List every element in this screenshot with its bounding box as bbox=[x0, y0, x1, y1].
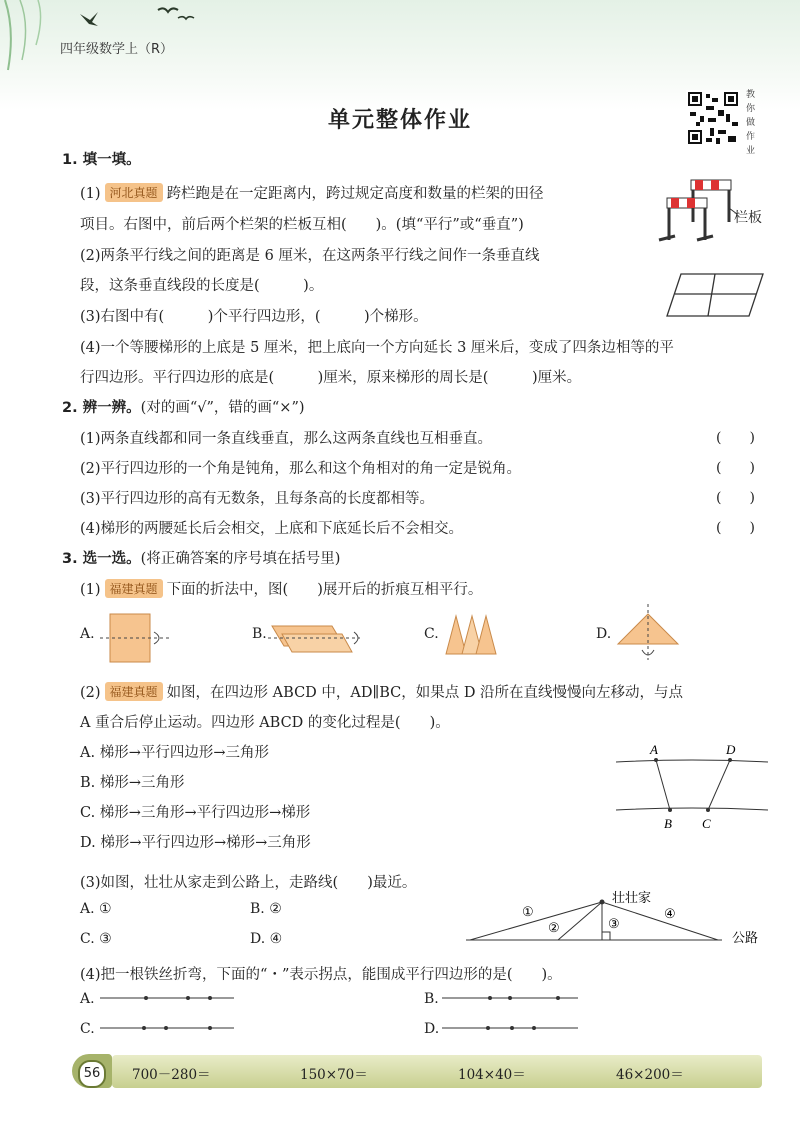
exercise-4: 46×200＝ bbox=[616, 1067, 684, 1083]
wire-c bbox=[100, 1023, 240, 1033]
s1-q2-line2: 段，这条垂直线段的长度是( )。 bbox=[80, 278, 324, 294]
point-b: B bbox=[664, 816, 672, 831]
s2-item-4: (4)梯形的两腰延长后会相交，上底和下底延长后不会相交。 bbox=[80, 521, 464, 537]
s3-q3-option-d: D. ④ bbox=[250, 931, 283, 947]
s2-answer-2[interactable]: ( ) bbox=[716, 460, 755, 476]
tag-fujian-2: 福建真题 bbox=[105, 682, 163, 701]
s3-q4-option-d-label: D. bbox=[424, 1021, 440, 1037]
road-label: 公路 bbox=[732, 931, 759, 946]
s3-q2-line2: A 重合后停止运动。四边形 ABCD 的变化过程是( )。 bbox=[80, 715, 450, 731]
exercise-2: 150×70＝ bbox=[300, 1067, 368, 1083]
point-c: C bbox=[702, 816, 711, 831]
wire-d bbox=[442, 1023, 582, 1033]
s2-item-1: (1)两条直线都和同一条直线垂直，那么这两条直线也互相垂直。 bbox=[80, 431, 493, 447]
s1-q4-line1: (4)一个等腰梯形的上底是 5 厘米，把上底向一个方向延长 3 厘米后，变成了四条边相等的平 bbox=[80, 340, 674, 356]
exercise-3: 104×40＝ bbox=[458, 1067, 526, 1083]
point-d: D bbox=[726, 742, 736, 757]
s3-q3-option-b: B. ② bbox=[250, 901, 282, 917]
s2-item-3: (3)平行四边形的高有无数条，且每条高的长度都相等。 bbox=[80, 491, 435, 507]
hurdle-label: 栏板 bbox=[734, 210, 762, 226]
route-4-label: ④ bbox=[664, 907, 676, 922]
tag-fujian-1: 福建真题 bbox=[105, 579, 163, 598]
qr-code-icon[interactable] bbox=[686, 90, 740, 146]
fold-option-a-label: A. bbox=[80, 626, 95, 642]
s3-q2-option-c: C. 梯形→三角形→平行四边形→梯形 bbox=[80, 805, 311, 821]
fold-option-b-label: B. bbox=[252, 626, 267, 642]
page-number: 56 bbox=[78, 1060, 106, 1088]
s3-q3-option-a: A. ① bbox=[80, 901, 112, 917]
s3-q2-option-b: B. 梯形→三角形 bbox=[80, 775, 185, 791]
s3-q3: (3)如图，壮壮从家走到公路上，走路线( )最近。 bbox=[80, 875, 417, 891]
route-1-label: ① bbox=[522, 905, 534, 920]
s3-q2-option-a: A. 梯形→平行四边形→三角形 bbox=[80, 745, 269, 761]
s3-q4-option-c-label: C. bbox=[80, 1021, 95, 1037]
section1-heading: 1. 填一填。 bbox=[62, 152, 141, 168]
exercise-1: 700－280＝ bbox=[132, 1067, 211, 1083]
s3-q2-line1: (2) 福建真题 如图，在四边形 ABCD 中，AD∥BC，如果点 D 沿所在直线慢慢向左移动，与点 bbox=[80, 681, 683, 702]
s1-q4-line2: 行四边形。平行四边形的底是( )厘米，原来梯形的周长是( )厘米。 bbox=[80, 370, 582, 386]
s3-q4-option-a-label: A. bbox=[80, 991, 95, 1007]
parallelogram-figure bbox=[665, 272, 765, 320]
fold-figure-b bbox=[268, 612, 368, 658]
book-label: 四年级数学上（R） bbox=[60, 42, 174, 57]
route-2-label: ② bbox=[548, 921, 560, 936]
s1-q1-line2: 项目。右图中，前后两个栏架的栏板互相( )。(填“平行”或“垂直”) bbox=[80, 217, 524, 233]
route-3-label: ③ bbox=[608, 917, 620, 932]
s1-q3: (3)右图中有( )个平行四边形，( )个梯形。 bbox=[80, 309, 428, 325]
point-a: A bbox=[650, 742, 658, 757]
home-label: 壮壮家 bbox=[612, 891, 652, 906]
fold-option-d-label: D. bbox=[596, 626, 612, 642]
s1-q1-line1: (1) 河北真题 跨栏跑是在一定距离内，跨过规定高度和数量的栏架的田径 bbox=[80, 182, 544, 203]
s2-answer-3[interactable]: ( ) bbox=[716, 490, 755, 506]
s3-q2-option-d: D. 梯形→平行四边形→梯形→三角形 bbox=[80, 835, 311, 851]
route-figure bbox=[462, 884, 772, 948]
s1-q2-line1: (2)两条平行线之间的距离是 6 厘米，在这两条平行线之间作一条垂直线 bbox=[80, 248, 540, 264]
fold-option-c-label: C. bbox=[424, 626, 439, 642]
s3-q4-option-b-label: B. bbox=[424, 991, 439, 1007]
wire-b bbox=[442, 993, 582, 1003]
abcd-figure bbox=[612, 740, 772, 836]
wire-a bbox=[100, 993, 240, 1003]
page-title: 单元整体作业 bbox=[327, 108, 472, 133]
s2-answer-4[interactable]: ( ) bbox=[716, 520, 755, 536]
s3-q3-option-c: C. ③ bbox=[80, 931, 112, 947]
fold-figure-c bbox=[442, 608, 502, 660]
s3-q1: (1) 福建真题 下面的折法中，图( )展开后的折痕互相平行。 bbox=[80, 578, 482, 599]
s2-answer-1[interactable]: ( ) bbox=[716, 430, 755, 446]
qr-label: 教你做作业 bbox=[746, 90, 756, 156]
hurdle-figure bbox=[655, 178, 735, 246]
tag-hebei: 河北真题 bbox=[105, 183, 163, 202]
fold-figure-a bbox=[100, 608, 176, 664]
section2-heading: 2. 辨一辨。(对的画“√”，错的画“×”) bbox=[62, 400, 305, 416]
s2-item-2: (2)平行四边形的一个角是钝角，那么和这个角相对的角一定是锐角。 bbox=[80, 461, 522, 477]
s3-q4: (4)把一根铁丝折弯，下面的“・”表示拐点，能围成平行四边形的是( )。 bbox=[80, 967, 562, 983]
section3-heading: 3. 选一选。(将正确答案的序号填在括号里) bbox=[62, 551, 341, 567]
fold-figure-d bbox=[614, 604, 684, 662]
